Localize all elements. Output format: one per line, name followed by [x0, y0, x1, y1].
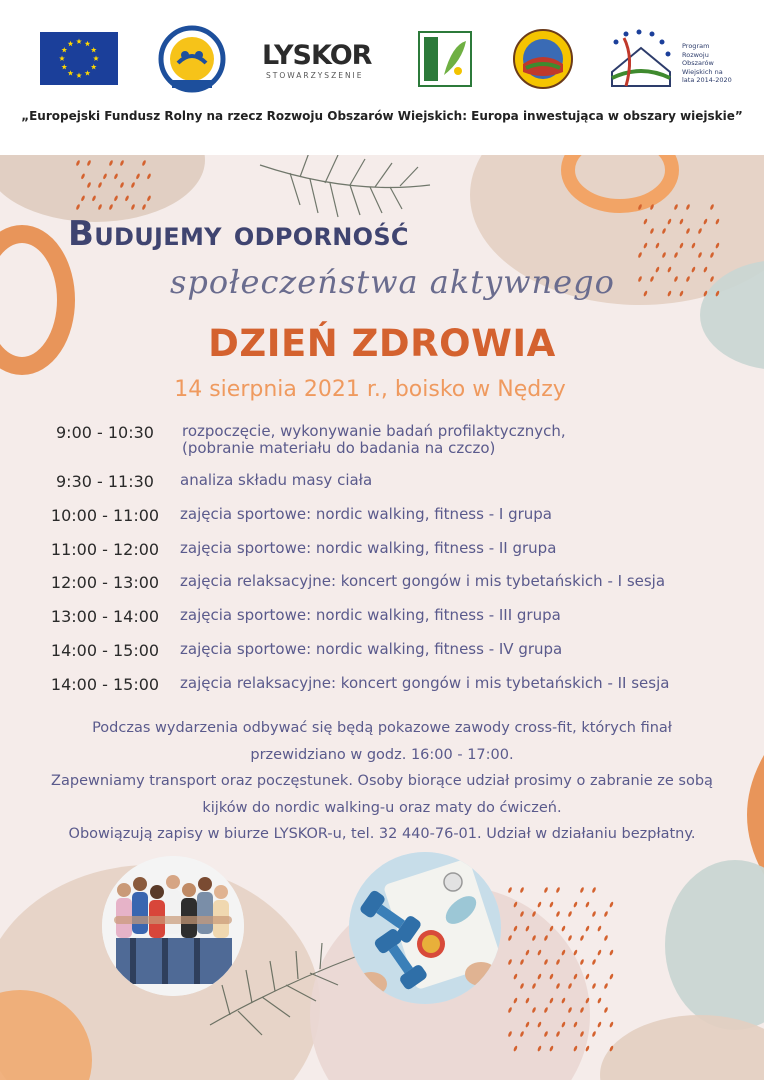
schedule-time: 14:00 - 15:00 — [50, 675, 160, 694]
schedule-activity: analiza składu masy ciała — [180, 471, 373, 489]
decorative-dot — [579, 887, 584, 894]
info-line: Obowiązują zapisy w biurze LYSKOR-u, tel. 32 440-76-01. Udział w działaniu bezpłatny. — [68, 826, 696, 842]
decorative-dot — [585, 901, 590, 908]
decorative-dot — [591, 1031, 596, 1038]
decorative-dot — [609, 1021, 614, 1028]
fitness-items-photo — [349, 852, 501, 1004]
info-line: Podczas wydarzenia odbywać się będą pokazowe zawody cross-fit, których finał — [92, 720, 672, 736]
decorative-dot — [603, 935, 608, 942]
event-title: DZIEŃ ZDROWIA — [208, 322, 556, 365]
decorative-dot — [603, 911, 608, 918]
poster — [0, 155, 764, 1080]
decorative-dot — [591, 911, 596, 918]
title-line-1: Budujemy odporność — [68, 214, 409, 254]
info-line: przewidziano w godz. 16:00 - 17:00. — [250, 746, 514, 763]
schedule-time: 13:00 - 14:00 — [50, 607, 160, 626]
schedule-activity-line: (pobranie materiału do badania na czczo) — [182, 439, 496, 457]
decorative-dot — [549, 901, 554, 908]
decorative-dot — [609, 901, 614, 908]
decorative-dot — [579, 959, 584, 966]
lgd-land-logo — [512, 28, 574, 90]
decorative-dot — [567, 935, 572, 942]
event-info — [0, 715, 764, 848]
decorative-dot — [597, 925, 602, 932]
decorative-dot — [537, 901, 542, 908]
decorative-dot — [609, 973, 614, 980]
decorative-dot — [543, 887, 548, 894]
schedule-time: 9:00 - 10:30 — [56, 423, 154, 442]
info-line: Zapewniamy transport oraz poczęstunek. Osoby biorące udział prosimy o zabranie ze sobą — [51, 773, 713, 789]
lyskor-logo-subtext: STOWARZYSZENIE — [266, 71, 364, 80]
decorative-dot — [579, 935, 584, 942]
schedule-time: 14:00 - 15:00 — [50, 641, 160, 660]
lgd-logo — [158, 25, 226, 95]
decorative-dot — [597, 1021, 602, 1028]
decorative-dot — [591, 983, 596, 990]
decorative-dot — [591, 959, 596, 966]
schedule-time: 9:30 - 11:30 — [56, 472, 154, 491]
decorative-dot — [609, 949, 614, 956]
leader-logo — [418, 31, 472, 87]
decorative-dot — [591, 887, 596, 894]
eu-flag-logo — [40, 32, 118, 85]
decorative-dot — [555, 887, 560, 894]
schedule-time: 10:00 - 11:00 — [50, 506, 160, 525]
eu-stars-icon — [40, 32, 118, 85]
lyskor-logo-text: LYSKOR — [262, 40, 372, 71]
schedule-time: 12:00 - 13:00 — [50, 573, 160, 592]
decorative-dot — [585, 973, 590, 980]
decorative-dot — [519, 887, 524, 894]
schedule-activity — [182, 423, 742, 457]
prow-logo-text: Program Rozwoju Obszarów Wiejskich na lata 2014-2020 — [682, 42, 732, 84]
lyskor-logo — [262, 40, 370, 82]
funding-tagline: „Europejski Fundusz Rolny na rzecz Rozwoju Obszarów Wiejskich: Europa inwestująca w obszary wiejskie” — [21, 109, 743, 123]
decorative-dot — [507, 887, 512, 894]
title-line-2: społeczeństwa aktywnego — [170, 263, 615, 301]
event-date-location: 14 sierpnia 2021 r., boisko w Nędzy — [174, 377, 566, 402]
schedule-activity: zajęcia relaksacyjne: koncert gongów i mis tybetańskich - II sesja — [180, 674, 670, 692]
info-line: kijków do nordic walking-u oraz maty do ćwiczeń. — [202, 799, 562, 816]
schedule-activity: zajęcia sportowe: nordic walking, fitness - I grupa — [180, 505, 552, 523]
logo-header — [0, 0, 764, 155]
decorative-dot — [573, 901, 578, 908]
decorative-dot — [597, 997, 602, 1004]
decorative-dot — [567, 911, 572, 918]
decorative-dot — [561, 925, 566, 932]
schedule-activity: zajęcia sportowe: nordic walking, fitness - II grupa — [180, 539, 557, 557]
prow-logo — [606, 28, 732, 90]
schedule-activity: zajęcia relaksacyjne: koncert gongów i mis tybetańskich - I sesja — [180, 572, 666, 590]
decorative-dot — [585, 925, 590, 932]
schedule-activity: zajęcia sportowe: nordic walking, fitness - IV grupa — [180, 640, 563, 658]
schedule-activity-line: rozpoczęcie, wykonywanie badań profilaktycznych, — [182, 422, 566, 440]
decorative-dot — [603, 983, 608, 990]
group-of-people-photo — [102, 856, 244, 996]
schedule-activity: zajęcia sportowe: nordic walking, fitness - III grupa — [180, 606, 561, 624]
decorative-dot — [555, 911, 560, 918]
decorative-dot — [603, 1007, 608, 1014]
schedule-time: 11:00 - 12:00 — [50, 540, 160, 559]
decorative-dot — [597, 949, 602, 956]
